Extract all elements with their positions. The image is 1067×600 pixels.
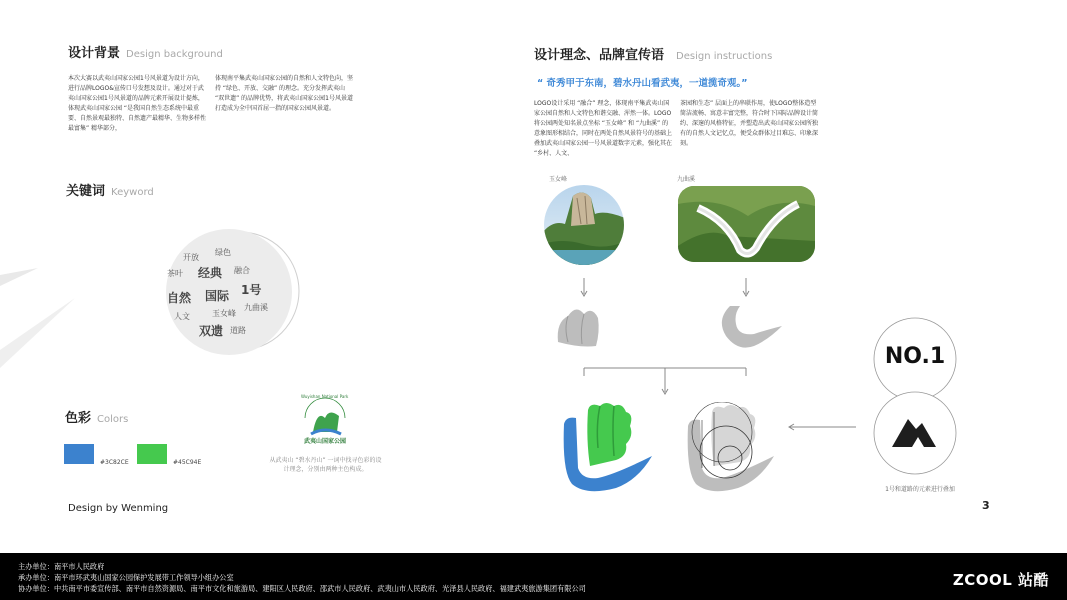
colors-title: 色彩 Colors: [65, 411, 129, 426]
park-logo-en: Wuyishan National Park: [301, 394, 349, 399]
keyword-item: 茶叶: [167, 269, 183, 278]
keyword-circles: [160, 220, 310, 370]
signature: Design by Wenming: [68, 503, 169, 514]
keyword-item: 融合: [234, 266, 250, 275]
zcool-logo[interactable]: ZCOOL 站酷: [952, 571, 1049, 589]
page-number: 3: [982, 499, 990, 512]
photo-label-yunvfeng: 玉女峰: [549, 176, 568, 183]
keyword-item: 道路: [230, 326, 246, 335]
footer-co-organizer: 协办单位：中共南平市委宣传部、南平市自然资源局、南平市文化和旅游局、建阳区人民政府、邵武市人民政府、武夷山市人民政府、光泽县人民政府、福建武夷旅游集团有限公司: [18, 584, 586, 593]
final-logo-construction: [682, 402, 782, 494]
park-logo-text: 武夷山国家公园: [303, 438, 346, 445]
footer: [0, 553, 1067, 600]
color-swatch-blue: [64, 444, 94, 464]
keyword-item: 国际: [205, 289, 230, 303]
overlay-caption: 1号和道路的元素进行叠加: [885, 486, 955, 493]
keyword-item: 九曲溪: [244, 303, 268, 312]
background-title: 设计背景 Design background: [68, 46, 223, 61]
slogan: “ 奇秀甲于东南，碧水丹山看武夷，一道揽奇观。”: [537, 78, 748, 89]
keyword-title: 关键词 Keyword: [66, 184, 154, 199]
keyword-item: 人文: [174, 312, 190, 321]
footer-host: 主办单位：南平市人民政府: [18, 562, 105, 571]
color-hex-green: #45C94E: [173, 459, 202, 466]
photo-yunvfeng: [543, 184, 625, 266]
keyword-item: 经典: [198, 266, 223, 280]
photo-jiuquxi: [678, 186, 815, 262]
footer-organizer: 承办单位：南平市环武夷山国家公园保护发展带工作领导小组办公室: [18, 573, 234, 582]
keyword-item: 绿色: [215, 248, 231, 257]
concept-title: 设计理念、品牌宣传语 Design instructions: [534, 48, 773, 63]
color-swatch-green: [137, 444, 167, 464]
keyword-item: 1号: [241, 283, 262, 297]
color-hex-blue: #3C82CE: [100, 459, 129, 466]
concept-text-col2: 茶园和生态” 层面上的串联作用，使LOGO整体造型简洁流畅、寓意丰富完整，符合时下国际品牌设计简约、深邃的风格特征，并塑造出武夷山国家公园所独有的自然人文记忆点，便受众群体过目难忘、印象深刻。: [680, 100, 819, 147]
keyword-item: 双遗: [199, 324, 224, 338]
concept-text-col1: LOGO设计采用 “融合” 理念，体现南平集武夷山国家公园自然和人文特色和谐交融、浑然一体。LOGO将公园两处知名景点坐标 “玉女峰” 和 “九曲溪” 的意象图形相结合，同时在两处自然风景符号的基础上叠加武夷山国家公园一号风景道数字元素，强化其在 “乡村、人文、: [534, 100, 673, 157]
keyword-item: 玉女峰: [212, 309, 236, 318]
colors-caption: 从武夷山 “碧水丹山” 一词中找寻色彩的设计理念，分别由两种主色构成。: [269, 457, 382, 473]
decorative-streak: [0, 250, 80, 370]
keyword-item: 自然: [167, 291, 192, 305]
no1-text: NO.1: [884, 344, 946, 369]
background-text-col1: 本次大赛以武夷山国家公园1号风景道为设计方向，进行品牌LOGO&宣传口号发想及设计。通过对于武夷山国家公园1号风景道的品牌元素开展设计提炼，体现武夷山国家公园 “是我国自然生态系统中最重要、自然景观最独特、自然遗产最精华、生物多样性最富集” 精华部分，: [68, 75, 207, 132]
final-logo-color: [556, 400, 666, 496]
photo-label-jiuquxi: 九曲溪: [677, 176, 696, 183]
background-text-col2: 体现南平集武夷山国家公园的自然和人文特色向，坚持 “绿色、开放、交融” 的理念。充分发挥武夷山 “双世遗” 的品牌优势，将武夷山国家公园1号风景道打造成为全中国首屈一指的国家公园风景道。: [215, 75, 354, 112]
keyword-item: 开放: [183, 253, 199, 262]
element-circles: [870, 315, 960, 485]
